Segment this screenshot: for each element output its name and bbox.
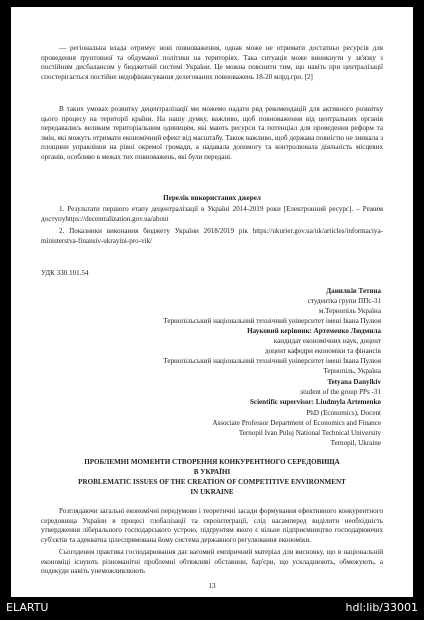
author-city-ua: м.Тернопіль Україна bbox=[318, 307, 381, 315]
supervisor-en: Scientific supervisor: Liudmyla Artemenko bbox=[249, 398, 381, 406]
supervisor-position-en: Associate Professor Department of Economics and Finance bbox=[212, 419, 381, 427]
supervisor-city-en: Ternopil, Ukraine bbox=[330, 439, 381, 447]
paragraph-economic-premises: Розглядаючи загальні економічні передумови і теоретичні засади формування ефективного конкурентного середовища України в процесі глобалізації та євроінтеграції, слід насамперед виділити необхідність утвердження ліберального господарського устрою, підґрунтям якого є вільне підприємництво господарюючих суб'єктів та адекватна цілеспрямована йому система державного регулювання економіки. bbox=[41, 507, 383, 544]
paragraph-business-practice: Сьогодення практика господарювання дає вагомий емпіричний матеріал для висновку, що в національній економіці існують різноманітні проблемні обтяжливі обставини, бар'єри, що ускладнюють, обмежують, а подекуди навіть унеможливлюють bbox=[41, 548, 383, 575]
paragraph-recommendations: В таких умовах розвитку децентралізації ми можемо надати ряд рекомендацій для активного розвитку цього процесу на території країни. На нашу думку, важливо, щоб повноваження від центральних органів передавались великим територіальним одиницям, які мають ресурси та потенціал для проведення реформ та змін, які можуть отримати економічний ефект від масштабу. Також важливо, щоб держава повністю не зникала з площини управління на рівні окремої громади, а надавала допомогу та контролювала діяльність місцевих органів, особливо в межах тих повноважень, які були передані. bbox=[41, 105, 383, 161]
author-name-ua: Данилків Тетяна bbox=[326, 287, 381, 295]
title-ua-line-2: В УКРАЇНІ bbox=[193, 468, 231, 476]
footer-bar bbox=[0, 597, 424, 620]
footer-handle-id: hdl:lib/33001 bbox=[345, 601, 418, 614]
page-number: 13 bbox=[208, 582, 216, 590]
author-university-ua: Тернопільський національний технічний університет імені Івана Пулюя bbox=[163, 317, 381, 325]
supervisor-degree-en: PhD (Economics), Docent bbox=[306, 409, 381, 417]
supervisor-university-ua: Тернопільський національний технічний університет імені Івана Пулюя bbox=[163, 357, 381, 365]
supervisor-ua: Науковий керівник: Артеменко Людмила bbox=[247, 327, 381, 335]
supervisor-city-ua: Тернопіль, Україна bbox=[323, 367, 381, 375]
author-group-ua: студентка групи ППс-31 bbox=[307, 297, 381, 305]
title-en-line-2: IN UKRAINE bbox=[190, 488, 234, 496]
references-title: Перелік використаних джерел bbox=[163, 194, 261, 202]
author-group-en: student of the group PPs -31 bbox=[300, 388, 381, 396]
title-en-line-1: PROBLEMATIC ISSUES OF THE CREATION OF COMPETITIVE ENVIRONMENT bbox=[78, 478, 346, 486]
reference-1: 1. Результати першого етапу децентралізації в Україні 2014-2019 роки [Електронний ресурс]. – Режим доступуhttps://decentralization.gov.ua/about bbox=[41, 205, 383, 223]
reference-2: 2. Показники виконання бюджету України 2018/2019 рік https://ukurier.gov.ua/uk/articles/informaciya-ministerstva-finansiv-ukrayini-pro-vik/ bbox=[41, 227, 383, 245]
supervisor-university-en: Ternopil Ivan Puluj National Technical University bbox=[238, 429, 381, 437]
supervisor-degree-ua: кандидат економічних наук, доцент bbox=[273, 337, 381, 345]
document-page bbox=[11, 7, 413, 597]
paragraph-regional-power: — регіональна влада отримує нові повноваження, однак може не отримати достатньо ресурсів для проведення ґрунтовної та обдуманої політики на територіях. Така ситуація може виникнути у зв'язку з постійним дисбалансом у бюджетній системі України. Це можна пояснити тим, що навіть при централізації спостерігається постійне недофінансування делегованих повноважень 18-20 млрд.грн. [2] bbox=[41, 44, 383, 81]
author-name-en: Tetyana Danylkiv bbox=[327, 378, 381, 386]
footer-repository-label: ELARTU bbox=[6, 601, 49, 614]
supervisor-position-ua: доцент кафедри економіки та фінансів bbox=[265, 347, 381, 355]
title-ua-line-1: ПРОБЛЕМНІ МОМЕНТИ СТВОРЕННЯ КОНКУРЕНТНОГО СЕРЕДОВИЩА bbox=[84, 458, 340, 466]
udk-code: УДК 330.101.54 bbox=[41, 269, 89, 277]
